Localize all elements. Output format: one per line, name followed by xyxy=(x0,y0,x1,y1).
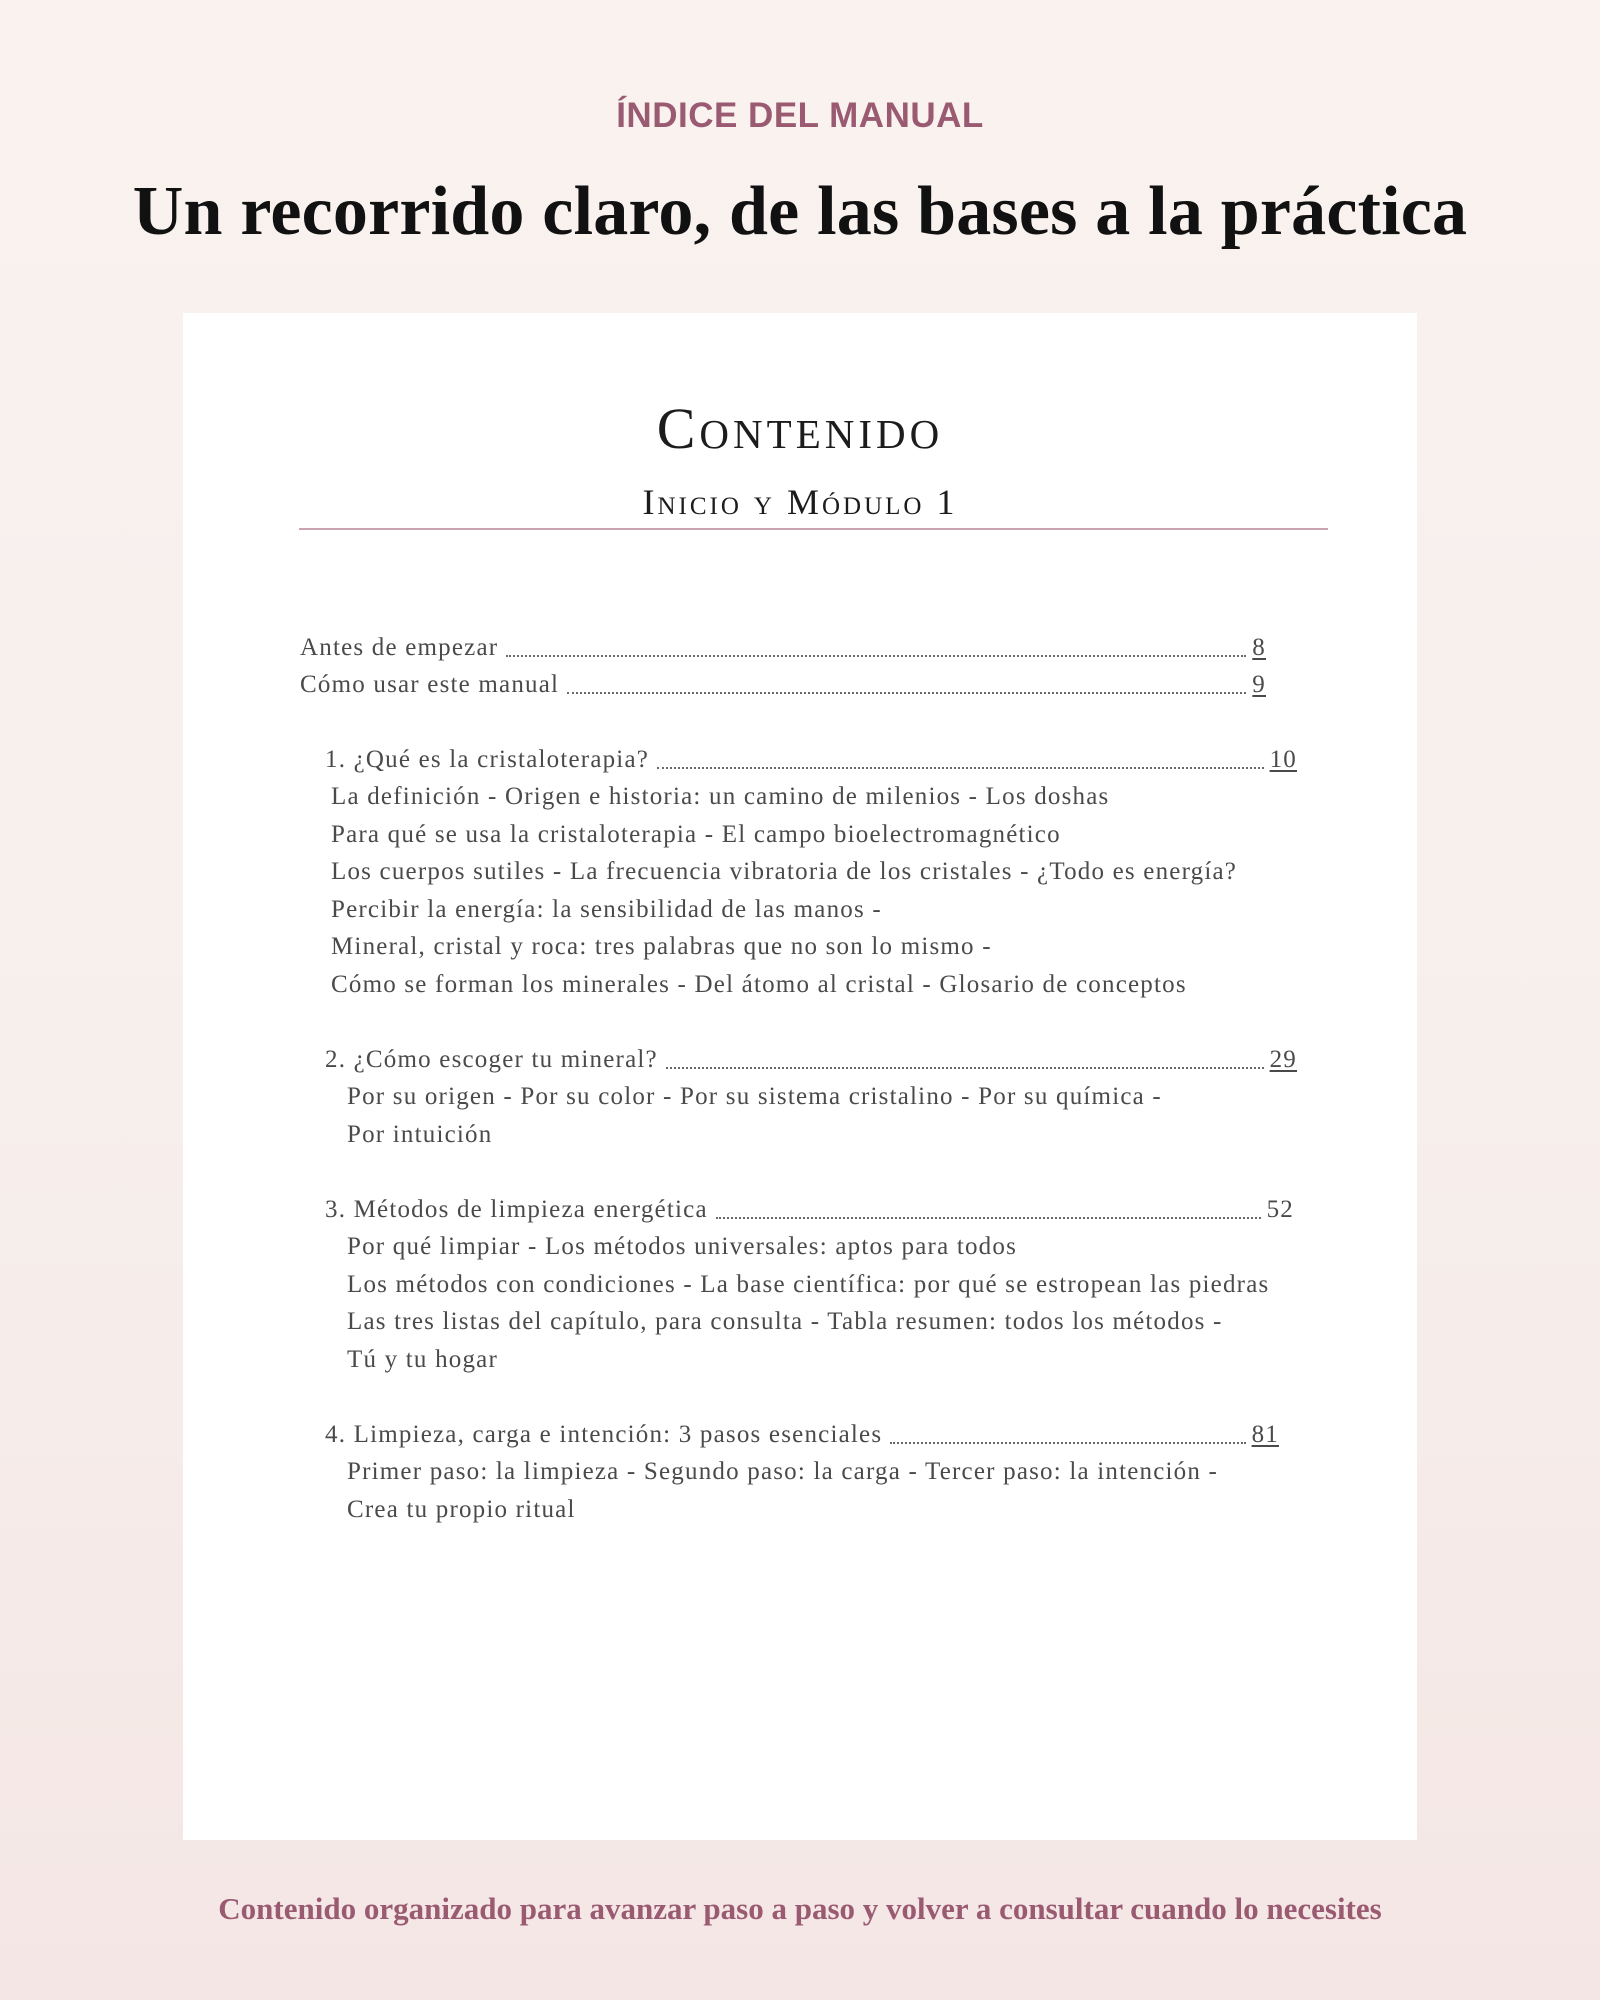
dot-leader xyxy=(716,1216,1261,1219)
toc-chapter-1[interactable] xyxy=(325,745,1297,775)
toc-entry-label: Antes de empezar xyxy=(300,634,499,661)
toc-topic-line: Percibir la energía: la sensibilidad de las manos - xyxy=(331,896,882,923)
document-page xyxy=(183,313,1417,1840)
toc-topic-line: Por qué limpiar - Los métodos universales: aptos para todos xyxy=(347,1233,1017,1260)
toc-topic-line: Los cuerpos sutiles - La frecuencia vibratoria de los cristales - ¿Todo es energía? xyxy=(331,858,1238,885)
toc-chapter-label: 1. ¿Qué es la cristaloterapia? xyxy=(325,746,650,773)
toc-topic-line: Primer paso: la limpieza - Segundo paso: la carga - Tercer paso: la intención - xyxy=(347,1458,1219,1485)
toc-chapter-page[interactable]: 10 xyxy=(1269,746,1297,773)
toc-entry[interactable] xyxy=(300,670,1266,700)
toc-topic-line: Los métodos con condiciones - La base científica: por qué se estropean las piedras xyxy=(347,1271,1270,1298)
toc-chapter-label: 2. ¿Cómo escoger tu mineral? xyxy=(325,1046,658,1073)
toc-title: Contenido xyxy=(656,396,944,461)
dot-leader xyxy=(890,1441,1245,1444)
toc-entry-page[interactable]: 9 xyxy=(1252,671,1266,698)
toc-topic-line: Por intuición xyxy=(347,1121,493,1148)
toc-chapter-2[interactable] xyxy=(325,1045,1297,1075)
toc-topic-line: La definición - Origen e historia: un camino de milenios - Los doshas xyxy=(331,783,1110,810)
toc-chapter-3[interactable] xyxy=(325,1195,1294,1225)
toc-topic-line: Para qué se usa la cristaloterapia - El campo bioelectromagnético xyxy=(331,821,1061,848)
toc-entry-page[interactable]: 8 xyxy=(1252,634,1266,661)
footer-caption: Contenido organizado para avanzar paso a paso y volver a consultar cuando lo necesites xyxy=(218,1891,1382,1926)
page-headline: Un recorrido claro, de las bases a la práctica xyxy=(132,173,1468,250)
eyebrow-label: ÍNDICE DEL MANUAL xyxy=(616,96,984,135)
toc-chapter-label: 3. Métodos de limpieza energética xyxy=(325,1196,708,1223)
dot-leader xyxy=(506,654,1246,657)
dot-leader xyxy=(657,766,1264,769)
title-divider xyxy=(299,528,1328,530)
toc-topic-line: Tú y tu hogar xyxy=(347,1346,498,1373)
toc-topic-line: Cómo se forman los minerales - Del átomo al cristal - Glosario de conceptos xyxy=(331,971,1187,998)
toc-topic-line: Las tres listas del capítulo, para consulta - Tabla resumen: todos los métodos - xyxy=(347,1308,1223,1335)
toc-topic-line: Mineral, cristal y roca: tres palabras que no son lo mismo - xyxy=(331,933,992,960)
dot-leader xyxy=(666,1066,1264,1069)
toc-topic-line: Por su origen - Por su color - Por su sistema cristalino - Por su química - xyxy=(347,1083,1162,1110)
toc-chapter-page[interactable]: 81 xyxy=(1251,1421,1279,1448)
toc-chapter-label: 4. Limpieza, carga e intención: 3 pasos esenciales xyxy=(325,1421,883,1448)
toc-topic-line: Crea tu propio ritual xyxy=(347,1496,576,1523)
toc-entry[interactable] xyxy=(300,633,1266,663)
toc-chapter-page[interactable]: 29 xyxy=(1269,1046,1297,1073)
toc-subtitle: Inicio y Módulo 1 xyxy=(642,482,958,522)
toc-chapter-page[interactable]: 52 xyxy=(1266,1196,1294,1223)
toc-chapter-4[interactable] xyxy=(325,1420,1279,1450)
toc-entry-label: Cómo usar este manual xyxy=(300,671,560,698)
dot-leader xyxy=(567,691,1246,694)
